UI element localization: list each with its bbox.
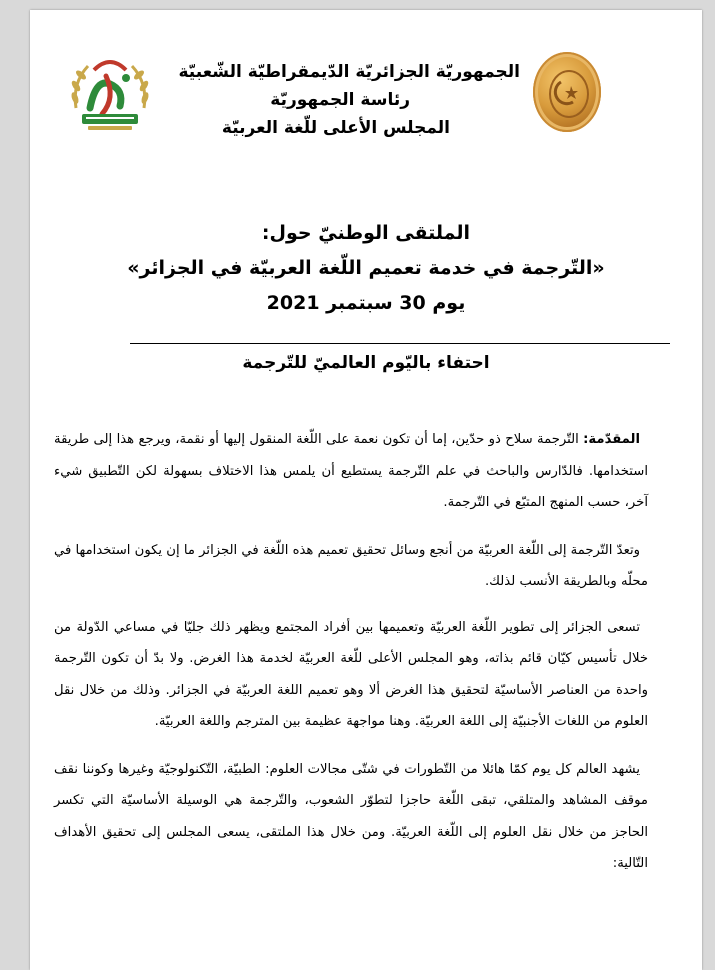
event-date: يوم 30 سبتمبر 2021: [266, 292, 466, 314]
council-name: المجلس الأعلى للّغة العربيّة: [221, 118, 450, 138]
republic-name: الجمهوريّة الجزائريّة الدّيمقراطيّة الشّعبيّة: [178, 62, 520, 82]
header-titles: [160, 58, 520, 142]
event-subtitle: «التّرجمة في خدمة تعميم اللّغة العربيّة في الجزائر»: [127, 257, 605, 279]
council-logo: [66, 48, 154, 138]
introduction-label: المقدّمة:: [583, 432, 640, 447]
event-titles: [30, 215, 702, 321]
event-title: الملتقى الوطنيّ حول:: [261, 222, 471, 244]
state-seal: [533, 52, 601, 132]
document-page: [30, 10, 702, 970]
presidency-name: رئاسة الجمهوريّة: [270, 90, 410, 110]
event-occasion: احتفاء باليّوم العالميّ للتّرجمة: [242, 353, 490, 373]
document-body: [54, 424, 648, 896]
paragraph-4: يشهد العالم كل يوم كمّا هائلا من التّطورات في شتّى مجالات العلوم: الطبيّة، التّكنولوجيّة وغيرها وكوننا نقف موقف المشاهد والمتلقي، تبقى اللّغة حاجزا لتطوّر الشعوب، والتّرجمة هي الوسيلة الأساسيّة التي تكسر الحاجز من خلال نقل العلوم إلى اللّغة العربيّة. ومن خلال هذا الملتقى، يسعى المجلس إلى تحقيق الأهداف التّالية:: [54, 761, 648, 871]
introduction-text: التّرجمة سلاح ذو حدّين، إما أن تكون نعمة على اللّغة المنقول إليها أو نقمة، ويرجع هذا إلى طريقة استخدامها. فالدّارس والباحث في علم التّرجمة يستطيع أن يلمس هذا الاختلاف بسهولة لكن التّطبيق شيء آخر، حسب المنهج المتبّع في التّرجمة.: [54, 432, 648, 510]
paragraph-3: تسعى الجزائر إلى تطوير اللّغة العربيّة وتعميمها بين أفراد المجتمع ويظهر ذلك جليّا في مساعي الدّولة من خلال تأسيس كيّان قائم بذاته، وهو المجلس الأعلى للّغة العربيّة لخدمة هذا الغرض. ولا بدّ أن تكون التّرجمة واحدة من العناصر الأساسيّة لتحقيق هذا الغرض ألا وهو تعميم اللغة العربيّة في الجزائر. وذلك من خلال نقل العلوم من اللغات الأجنبيّة إلى اللغة العربيّة. وهنا مواجهة عظيمة بين المترجم واللغة العربيّة.: [54, 619, 648, 729]
title-divider: [130, 343, 670, 344]
paragraph-2: وتعدّ التّرجمة إلى اللّغة العربيّة من أنجع وسائل تحقيق تعميم هذه اللّغة في الجزائر ما إن يكون استخدامها في محلّه وبالطريقة الأنسب لذلك.: [54, 542, 648, 589]
paragraph-introduction: [54, 424, 648, 519]
letterhead: [30, 10, 702, 160]
